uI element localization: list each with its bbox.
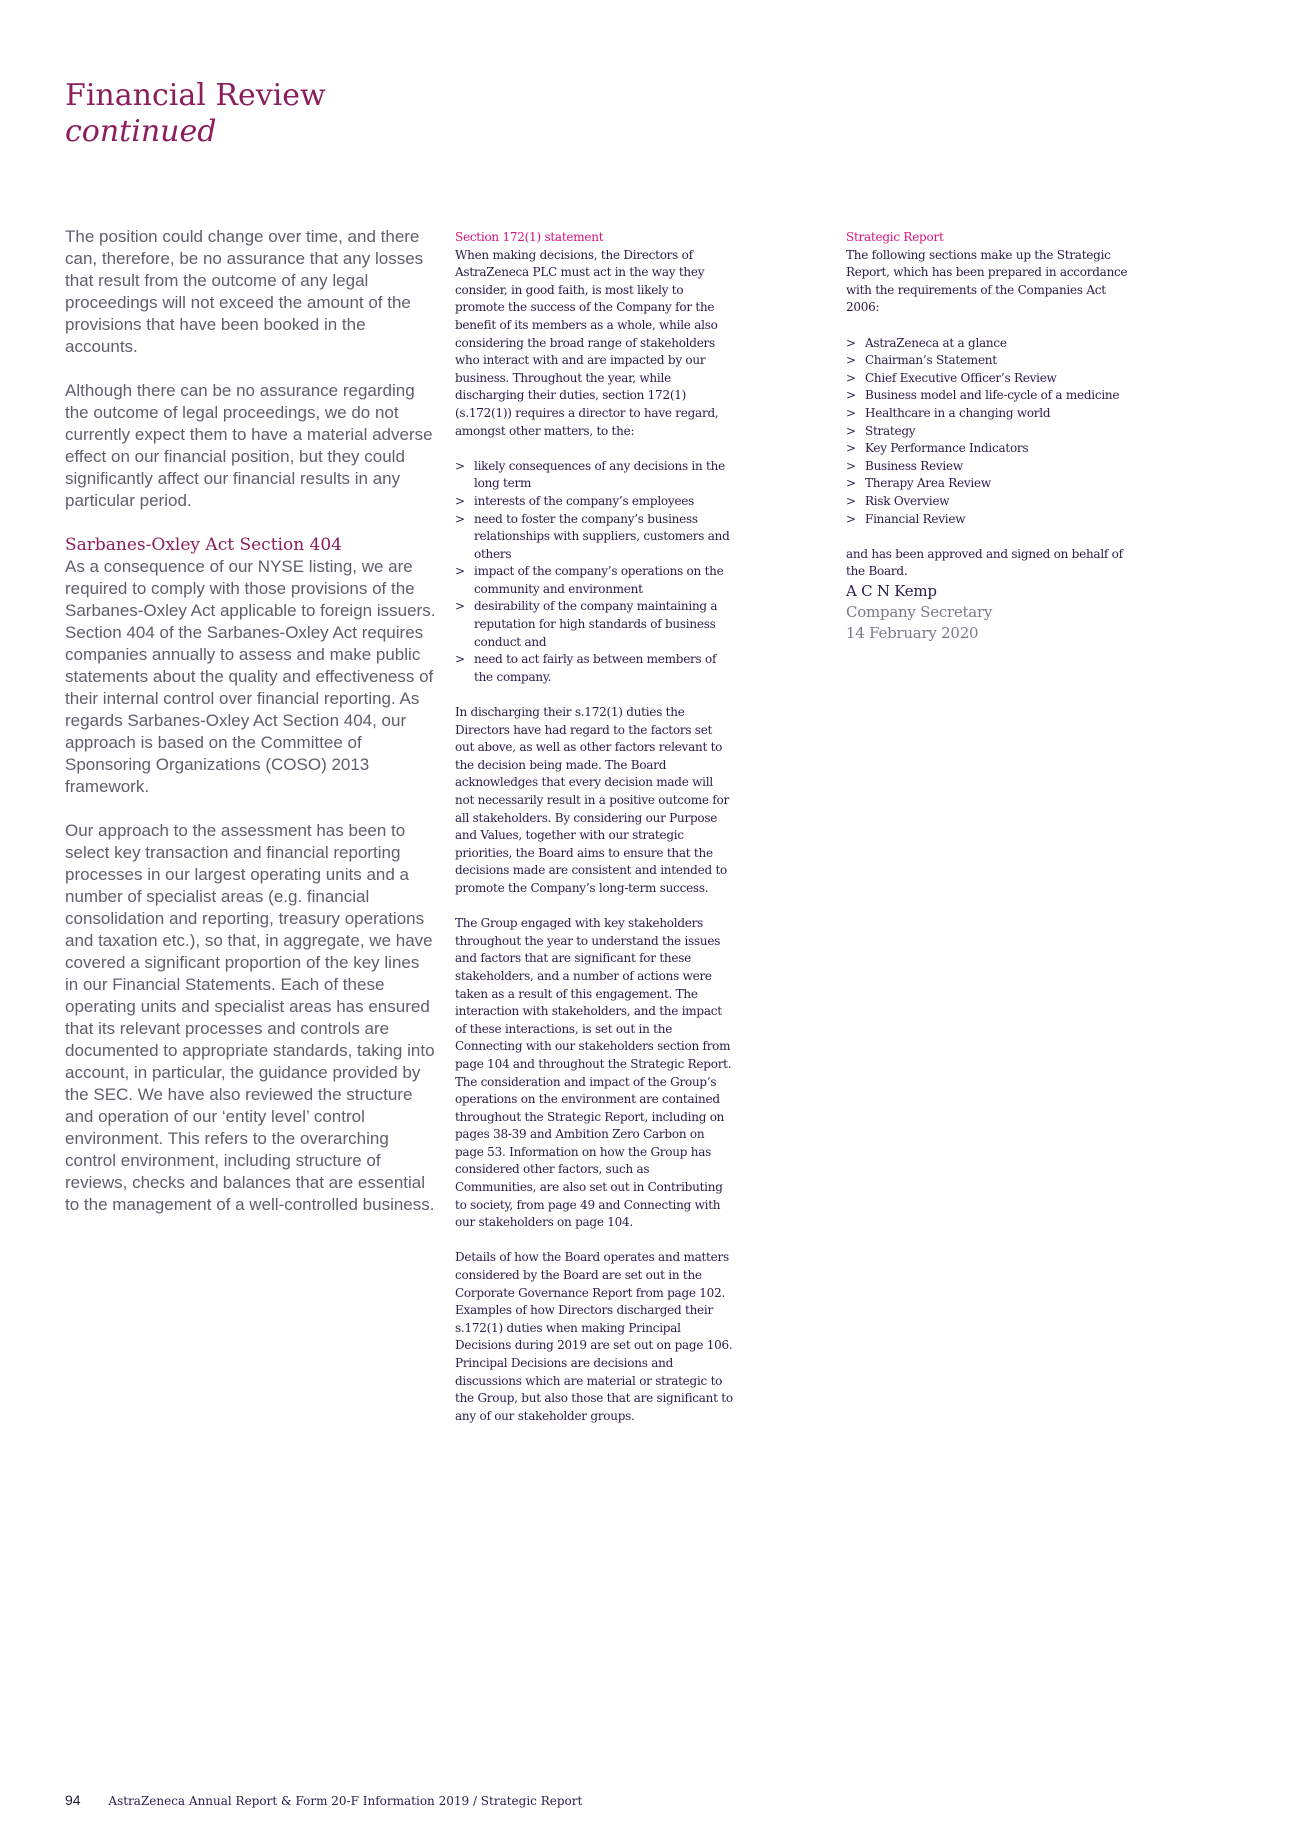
- page-subtitle: continued: [65, 114, 217, 149]
- section-172-intro-block: [455, 229, 733, 440]
- page-number: 94: [65, 1792, 81, 1808]
- signature-date: 14 February 2020: [846, 623, 979, 642]
- list-item: > need to foster the company’s business relationships with suppliers, customers and others: [455, 511, 730, 561]
- left-column: [65, 226, 437, 1238]
- paragraph-discharging-duties: In discharging their s.172(1) duties the Directors have had regard to the factors set out above, as well as other factors relevant to the decision being made. The Board acknowledges that every decision made will not necessarily result in a positive outcome for all stakeholders. By considering our Purpose and Values, together with our strategic priorities, the Board aims to ensure that the decisions made are consistent and intended to promote the Company’s long-term success.: [455, 705, 729, 895]
- page-footer: [65, 1792, 582, 1808]
- page-title: Financial Review: [65, 78, 326, 113]
- list-item: > desirability of the company maintaining a reputation for high standards of business conduct and: [455, 599, 718, 649]
- list-item: > Key Performance Indicators: [846, 441, 1029, 456]
- signature-block: [846, 581, 1128, 644]
- list-item: > interests of the company’s employees: [455, 493, 695, 508]
- paragraph-assessment-approach: Our approach to the assessment has been to select key transaction and financial reporting processes in our largest operating units and a number of specialist areas (e.g. financial consolidation and reporting, treasury operations and taxation etc.), so that, in aggregate, we have covered a significant proportion of the key lines in our Financial Statements. Each of these operating units and specialist areas has ensured that its relevant processes and controls are documented to appropriate standards, taking into account, in particular, the guidance provided by the SEC. We have also reviewed the structure and operation of our ‘entity level’ control environment. This refers to the overarching control environment, including structure of reviews, checks and balances that are essential to the management of a well-controlled business.: [65, 821, 435, 1214]
- list-item: > Therapy Area Review: [846, 476, 991, 491]
- paragraph-stakeholder-engagement: The Group engaged with key stakeholders throughout the year to understand the issues and factors that are significant for these stakeholders, and a number of actions were taken as a result of this engagement. The interaction with stakeholders, and the impact of these interactions, is set out in the Connecting with our stakeholders section from page 104 and throughout the Strategic Report. The consideration and impact of the Group’s operations on the environment are contained throughout the Strategic Report, including on pages 38-39 and Ambition Zero Carbon on page 53. Information on how the Group has considered other factors, such as Communities, are also set out in Contributing to society, from page 49 and Connecting with our stakeholders on page 104.: [455, 916, 732, 1230]
- approval-statement: and has been approved and signed on behalf of the Board.: [846, 546, 1123, 579]
- list-item: > Business model and life-cycle of a medicine: [846, 388, 1120, 403]
- list-item: > need to act fairly as between members of the company.: [455, 652, 717, 684]
- section-heading-sox404: Sarbanes-Oxley Act Section 404: [65, 535, 342, 555]
- list-item: > likely consequences of any decisions in the long term: [455, 458, 725, 491]
- strategic-report-intro-block: [846, 229, 1128, 317]
- signatory-name: A C N Kemp: [846, 581, 937, 600]
- section-172-factor-list: [455, 458, 733, 687]
- list-item: > Chairman’s Statement: [846, 353, 997, 368]
- page-title-block: [65, 78, 326, 150]
- list-item: > impact of the company’s operations on the community and environment: [455, 564, 724, 596]
- list-item: > Financial Review: [846, 511, 966, 526]
- signatory-role: Company Secretary: [846, 602, 993, 621]
- list-item: > Healthcare in a changing world: [846, 405, 1051, 420]
- list-item: > Strategy: [846, 423, 916, 438]
- paragraph-legal-proceedings: Although there can be no assurance regarding the outcome of legal proceedings, we do not currently expect them to have a material adverse effect on our financial position, but they could significantly affect our financial results in any particular period.: [65, 381, 433, 510]
- strategic-report-section-list: [846, 335, 1128, 529]
- paragraph-sox-compliance: As a consequence of our NYSE listing, we are required to comply with those provisions of the Sarbanes-Oxley Act applicable to foreign issuers. Section 404 of the Sarbanes-Oxley Act requires companies annually to assess and make public statements about the quality and effectiveness of their internal control over financial reporting. As regards Sarbanes-Oxley Act Section 404, our approach is based on the Committee of Sponsoring Organizations (COSO) 2013 framework.: [65, 557, 436, 796]
- paragraph-provisions: The position could change over time, and there can, therefore, be no assurance that any losses that result from the outcome of any legal proceedings will not exceed the amount of the provisions that have been booked in the accounts.: [65, 227, 424, 356]
- section-172-intro: When making decisions, the Directors of AstraZeneca PLC must act in the way they consider, in good faith, is most likely to promote the success of the Company for the benefit of its members as a whole, while also considering the broad range of stakeholders who interact with and are impacted by our business. Throughout the year, while discharging their duties, section 172(1) (s.172(1)) requires a director to have regard, amongst other matters, to the:: [455, 247, 719, 438]
- publication-title: AstraZeneca Annual Report & Form 20-F Information 2019 / Strategic Report: [108, 1794, 583, 1808]
- middle-column: [455, 229, 733, 1443]
- strategic-report-label: Strategic Report: [846, 230, 944, 244]
- paragraph-board-operations: Details of how the Board operates and matters considered by the Board are set out in the Corporate Governance Report from page 102. Examples of how Directors discharged their s.172(1) duties when making Principal Decisions during 2019 are set out on page 106. Principal Decisions are decisions and discussions which are material or strategic to the Group, but also those that are significant to any of our stakeholder groups.: [455, 1250, 733, 1423]
- list-item: > Chief Executive Officer’s Review: [846, 370, 1057, 385]
- list-item: > Risk Overview: [846, 493, 950, 508]
- strategic-report-intro: The following sections make up the Strategic Report, which has been prepared in accordance with the requirements of the Companies Act 2006:: [846, 247, 1128, 315]
- right-column: [846, 229, 1128, 644]
- list-item: > Business Review: [846, 458, 963, 473]
- list-item: > AstraZeneca at a glance: [846, 335, 1007, 350]
- section-172-label: Section 172(1) statement: [455, 230, 604, 244]
